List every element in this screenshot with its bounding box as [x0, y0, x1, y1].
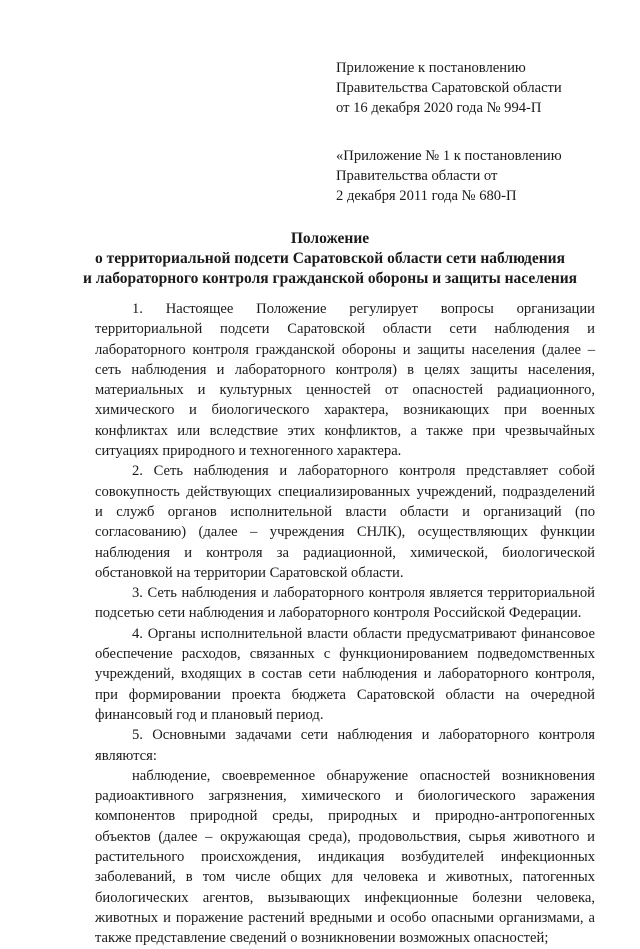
paragraph-2: 2. Сеть наблюдения и лабораторного контроля представляет собой совокупность действующих специализированных учреждений, подразделений и служб органов исполнительной власти области и организаций (по согласованию) (далее – учреждения СНЛК), осуществляющих функции наблюдения и контроля за радиационной, химической, биологической обстановкой на территории Саратовской области.: [95, 463, 595, 581]
original-appendix-header: [336, 146, 562, 206]
title-line: Положение: [290, 230, 370, 247]
paragraph-1: 1. Настоящее Положение регулирует вопросы организации территориальной подсети Саратовской области сети наблюдения и лабораторного контроля гражданской обороны и защиты населения (далее – сеть наблюдения и лабораторного контроля) в целях защиты населения, материальных и культурных ценностей от опасностей радиационного, химического и биологического характера, возникающих при военных конфликтах или вследствие этих конфликтов, а также при чрезвычайных ситуациях природного и техногенного характера.: [95, 301, 595, 460]
paragraph-4: 4. Органы исполнительной власти области предусматривают финансовое обеспечение расходов, связанных с функционированием подведомственных учреждений, входящих в состав сети наблюдения и лабораторного контроля, при формировании проекта бюджета Саратовской области на очередной финансовый год и плановый период.: [95, 625, 595, 723]
appendix-line: Правительства области от: [336, 168, 498, 184]
appendix-line: Правительства Саратовской области: [336, 80, 562, 96]
paragraph-5: 5. Основными задачами сети наблюдения и лабораторного контроля являются:: [95, 727, 595, 764]
title-line: о территориальной подсети Саратовской области сети наблюдения: [94, 250, 565, 267]
appendix-line: Приложение к постановлению: [336, 60, 526, 76]
appendix-line: «Приложение № 1 к постановлению: [336, 148, 562, 164]
appendix-line: от 16 декабря 2020 года № 994-П: [336, 100, 542, 116]
paragraph-5-item-1: наблюдение, своевременное обнаружение опасностей возникновения радиоактивного загрязнения, химического и биологического заражения компонентов природной среды, природных и природно-антропогенных объектов (далее – окружающая среда), продовольствия, сырья животного и растительного происхождения, индикация возбудителей инфекционных заболеваний, в том числе общих для человека и животных, патогенных биологических агентов, вызывающих инфекционные болезни человека, животных и поражение растений вредными и особо опасными организмами, а также представление сведений о возникновении возможных опасностей;: [95, 767, 595, 947]
appendix-line: 2 декабря 2011 года № 680-П: [336, 188, 517, 204]
document-body: [95, 299, 595, 949]
appendix-header: [336, 58, 562, 118]
title-line: и лабораторного контроля гражданской обороны и защиты населения: [82, 270, 578, 287]
document-title: [80, 229, 580, 289]
paragraph-3: 3. Сеть наблюдения и лабораторного контроля является территориальной подсетью сети наблюдения и лабораторного контроля Российской Федерации.: [95, 585, 595, 622]
